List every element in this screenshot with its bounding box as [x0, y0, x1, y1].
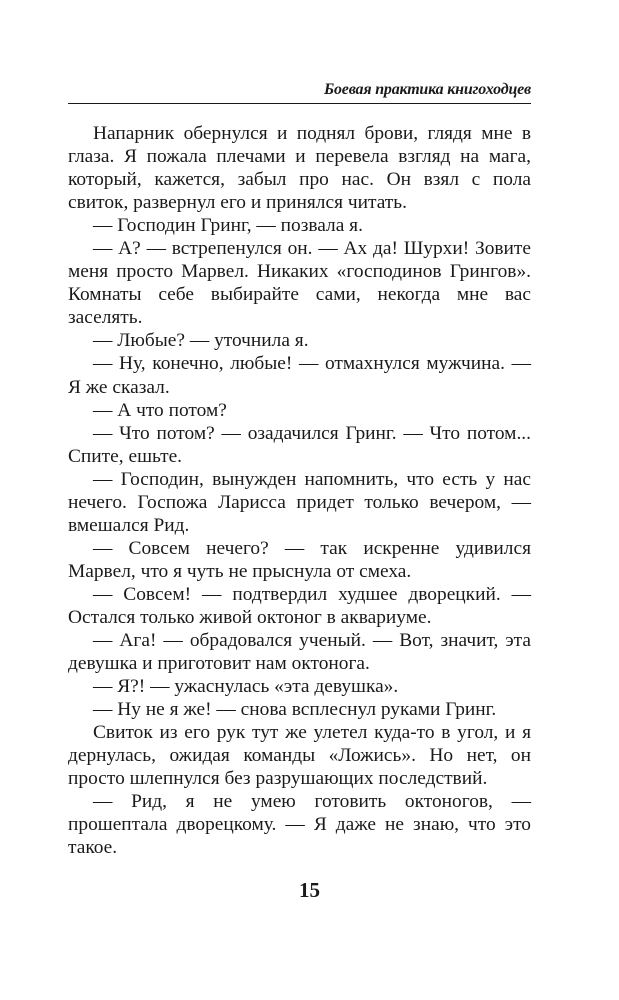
header-rule — [68, 103, 531, 104]
paragraph: — Господин Гринг, — позвала я. — [93, 215, 363, 237]
paragraph: — А что потом? — [93, 399, 227, 421]
paragraph: — Господин, вынужден напомнить, что есть у нас нечего. Госпожа Ларисса придет только вечером, — вмешался Рид. — [68, 468, 531, 536]
paragraph: — А? — встрепенулся он. — Ах да! Шурхи! Зовите меня просто Марвел. Никаких «господинов Грингов». Комнаты себе выбирайте сами, некогда мне вас заселять. — [68, 238, 531, 329]
paragraph: — Совсем нечего? — так искренне удивился Марвел, что я чуть не прыснула от смеха. — [68, 537, 531, 582]
paragraph: — Я?! — ужаснулась «эта девушка». — [93, 676, 399, 698]
page-number: 15 — [299, 878, 320, 902]
running-title: Боевая практика книгоходцев — [324, 81, 531, 98]
paragraph: — Совсем! — подтвердил худшее дворецкий. — Остался только живой октоног в аквариуме. — [68, 583, 531, 628]
paragraph: — Что потом? — озадачился Гринг. — Что потом... Спите, ешьте. — [68, 422, 531, 467]
paragraph: Свиток из его рук тут же улетел куда-то в угол, и я дернулась, ожидая команды «Ложись». Но нет, он просто шлепнулся без разрушающих последствий. — [68, 722, 531, 790]
paragraph: — Рид, я не умею готовить октоногов, — прошептала дворецкому. — Я даже не знаю, что это такое. — [68, 791, 531, 859]
paragraph: — Ну, конечно, любые! — отмахнулся мужчина. — Я же сказал. — [68, 353, 531, 398]
paragraph: — Ну не я же! — снова всплеснул руками Гринг. — [93, 699, 497, 721]
paragraph: — Ага! — обрадовался ученый. — Вот, значит, эта девушка и приготовит нам октонога. — [68, 630, 531, 675]
paragraph: Напарник обернулся и поднял брови, глядя мне в глаза. Я пожала плечами и перевела взгляд на мага, который, кажется, забыл про нас. Он взял с пола свиток, развернул его и принялся читать. — [68, 123, 531, 214]
paragraph: — Любые? — уточнила я. — [93, 330, 309, 352]
main-text — [68, 122, 531, 860]
